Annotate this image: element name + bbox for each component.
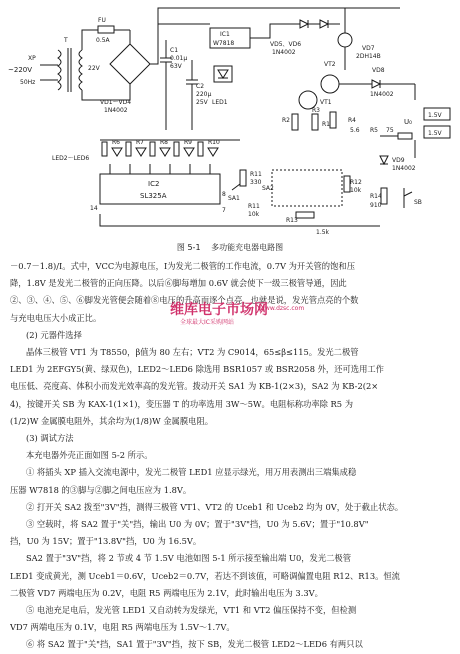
sa1-label: SA1 [228, 195, 240, 202]
freq-label: 50Hz [20, 79, 36, 86]
body-line: ② 打开关 SA2 拨至"3V"挡，测得三极管 VT1、VT2 的 Uceb1 和 Uceb2 均为 0V，处于截止状态。 [26, 501, 404, 512]
resistor-r7 [126, 142, 131, 156]
body-line: 挡，U0 为 15V；置于"13.8V"挡，U0 为 16.5V。 [10, 536, 202, 547]
ic2-pin8: 8 [222, 191, 226, 198]
r11b-value: 10k [248, 211, 260, 218]
c1-voltage: 63V [170, 63, 182, 70]
r13-label: R13 [286, 217, 298, 224]
diode-vd9 [380, 156, 388, 164]
uo-label: U₀ [404, 118, 412, 126]
led1 [214, 66, 232, 82]
led1-label: LED1 [212, 99, 228, 106]
ic2-pin7: 7 [222, 207, 226, 214]
r13-value: 1.5k [316, 229, 330, 236]
resistor-r14 [381, 188, 387, 204]
ic2-label: IC2 [148, 180, 160, 188]
r12-label: R12 [350, 179, 362, 186]
vd5-type: 1N4002 [272, 49, 296, 56]
resistor-r3 [312, 114, 318, 130]
switch-sb [404, 188, 412, 208]
figure-caption [0, 242, 460, 253]
body-line: 二极管 VD7 两端电压为 0.2V，电阻 R5 两端电压为 2.1V，此时输出电压为 3.3V。 [10, 587, 323, 598]
mains-label: ~220V [8, 66, 33, 74]
r11-value: 330 [250, 179, 262, 186]
vd5-label: VD5、VD6 [270, 41, 302, 48]
switch-sa1 [232, 184, 240, 190]
resistor-r8 [150, 142, 155, 156]
r7-label: R7 [136, 139, 144, 146]
r8-label: R8 [160, 139, 168, 146]
body-line: ① 将插头 XP 插入交流电源中，发光二极管 LED1 应显示绿光，用万用表测出三端集成稳 [26, 467, 357, 478]
vd7-type: 2DH14B [356, 53, 381, 60]
secondary-label: 22V [88, 65, 100, 72]
c2-label: C2 [196, 83, 205, 90]
r4-label: R4 [348, 117, 356, 124]
battery-2-label: 1.5V [428, 130, 442, 137]
fuse-rating: 0.5A [96, 37, 110, 44]
vd8-type: 1N4002 [370, 91, 394, 98]
ic2-pin14: 14 [90, 205, 98, 212]
transformer-core [68, 48, 71, 92]
r5-value: 75 [386, 127, 394, 134]
body-line: 与充电电压大小成正比。 [10, 312, 102, 323]
vt1-label: VT1 [320, 99, 332, 106]
resistor-r2 [292, 114, 298, 130]
ic2-type: SL325A [140, 192, 167, 200]
resistor-r10 [198, 142, 203, 156]
body-line: VD7 两端电压为 0.1V，电阻 R5 两端电压为 1.5V～1.7V。 [10, 622, 235, 633]
c1-label: C1 [170, 47, 179, 54]
watermark-subtitle: 全球最大IC采购网站 [180, 319, 234, 326]
resistor-r6 [102, 142, 107, 156]
watermark-title: 维库电子市场网 [170, 302, 268, 318]
body-line: 4)，按键开关 SB 为 KAX-1(1×1)，变压器 T 的功率选用 3W～5W。电阻标称功率除 R5 为 [10, 398, 354, 409]
body-line: LED1 为 2EFGY5(黄、绿双色)，LED2～LED6 除选用 BSR1057 或 BSR2058 外，还可选用工作 [10, 364, 384, 375]
resistor-r13 [296, 212, 314, 218]
r9-label: R9 [184, 139, 192, 146]
resistor-r11 [240, 170, 246, 186]
body-line: (1/2)W 金属膜电阻外，其余均为(1/8)W 金属膜电阻。 [10, 415, 214, 426]
body-line: 压器 W7818 的③脚与②脚之间电压应为 1.8V。 [10, 484, 192, 495]
plug-wires [40, 65, 58, 80]
circuit-diagram [0, 0, 460, 240]
resistor-r1 [330, 112, 336, 128]
diode-vd6 [308, 20, 340, 28]
r6-label: R6 [112, 139, 120, 146]
sa2-label: SA2 [262, 185, 274, 192]
xp-label: XP [28, 55, 36, 62]
r3-label: R3 [312, 107, 320, 114]
bridge-label: VD1～VD4 [100, 99, 132, 106]
body-line: 降，1.8V 是发光二极管的正向压降。以后⑥脚每增加 0.6V 就会使下一级三极管导通，因此 [10, 278, 347, 289]
transistor-vt2 [321, 75, 339, 93]
ic1-type: W7818 [213, 40, 235, 47]
transformer-secondary [79, 50, 82, 90]
c2-voltage: 25V [196, 99, 208, 106]
figure-title: 多功能充电器电路图 [211, 243, 284, 252]
c2-value: 220μ [196, 91, 212, 98]
r11-label: R11 [250, 171, 262, 178]
diode-vd7 [338, 33, 352, 47]
led-array [112, 148, 218, 156]
section-heading: (3) 调试方法 [26, 433, 74, 444]
body-line: SA2 置于"3V"挡，将 2 节或 4 节 1.5V 电池如图 5-1 所示接至输出端 U0，发光二极管 [26, 553, 352, 564]
vt2-label: VT2 [324, 61, 336, 68]
body-line: 晶体三极管 VT1 为 T8550，β值为 80 左右；VT2 为 C9014，65≤β≤115。发光二极管 [26, 347, 359, 358]
body-line: ②、③、④、⑤、⑥脚发光管便会随着⑧电压的升高而逐个点亮，也就是说，发光管点亮的个数 [10, 295, 359, 306]
body-line: ③ 空载时，将 SA2 置于"关"挡，输出 U0 为 0V；置于"3V"挡，U0 为 5.6V；置于"10.8V" [26, 519, 369, 530]
battery-1-label: 1.5V [428, 112, 442, 119]
led-group-label: LED2～LED6 [52, 155, 90, 162]
vd9-type: 1N4002 [392, 165, 416, 172]
r14-label: R14 [370, 193, 382, 200]
watermark [150, 298, 330, 334]
vd9-label: VD9 [392, 157, 405, 164]
top-rail [158, 8, 400, 24]
section-heading: (2) 元器件选择 [26, 329, 82, 340]
r14-value: 910 [370, 202, 382, 209]
body-line: ⑥ 将 SA2 置于"关"挡，SA1 置于"3V"挡，按下 SB，发光二极管 LED2～LED6 有两只以 [26, 639, 363, 650]
r2-label: R2 [282, 117, 290, 124]
transformer-label: T [64, 37, 68, 44]
diode-vd8 [372, 80, 415, 88]
vd7-label: VD7 [362, 45, 375, 52]
watermark-url: www.dzsc.com [260, 305, 305, 312]
figure-number: 图 5-1 [176, 243, 201, 252]
sb-label: SB [414, 199, 422, 206]
c1-value: 0.01μ [170, 55, 188, 62]
resistor-r5 [398, 133, 412, 139]
body-line: ⑤ 电池充足电后，发光管 LED1 又自动转为发绿光，VT1 和 VT2 偏压保持不变，但检测 [26, 605, 357, 616]
diode-vd5 [300, 20, 308, 28]
fuse-label: FU [98, 17, 106, 24]
vd8-label: VD8 [372, 67, 385, 74]
resistor-r9 [174, 142, 179, 156]
fuse [98, 26, 114, 33]
transformer-primary [58, 50, 61, 90]
r4-value: 5.6 [350, 127, 360, 134]
r1-label: R1 [322, 121, 330, 128]
switch-sa2 [272, 170, 342, 206]
bridge-type: 1N4002 [104, 107, 128, 114]
ic1-label: IC1 [220, 31, 230, 38]
body-line: LED1 变成黄光，测 Uceb1＝0.6V，Uceb2＝0.7V，若达不到该值，可略调偏置电阻 R12、R13。恒流 [10, 570, 400, 581]
body-line: －0.7－1.8)/I。式中，VCC为电源电压，I为发光二极管的工作电流，0.7V 为开关管的饱和压 [10, 261, 355, 271]
body-line: 电压低、亮度高、体积小而发光效率高的发光管。拨动开关 SA1 为 KB-1(2×3)，SA2 为 KB-2(2× [10, 381, 379, 392]
r5-label: R5 [370, 127, 378, 134]
r10-label: R10 [208, 139, 220, 146]
ground-rail [100, 214, 380, 226]
body-line: 本充电器外壳正面如图 5-2 所示。 [26, 450, 153, 461]
r12-value: 10k [350, 187, 362, 194]
r11b-label: R11 [248, 203, 260, 210]
bridge-rectifier [110, 44, 150, 84]
